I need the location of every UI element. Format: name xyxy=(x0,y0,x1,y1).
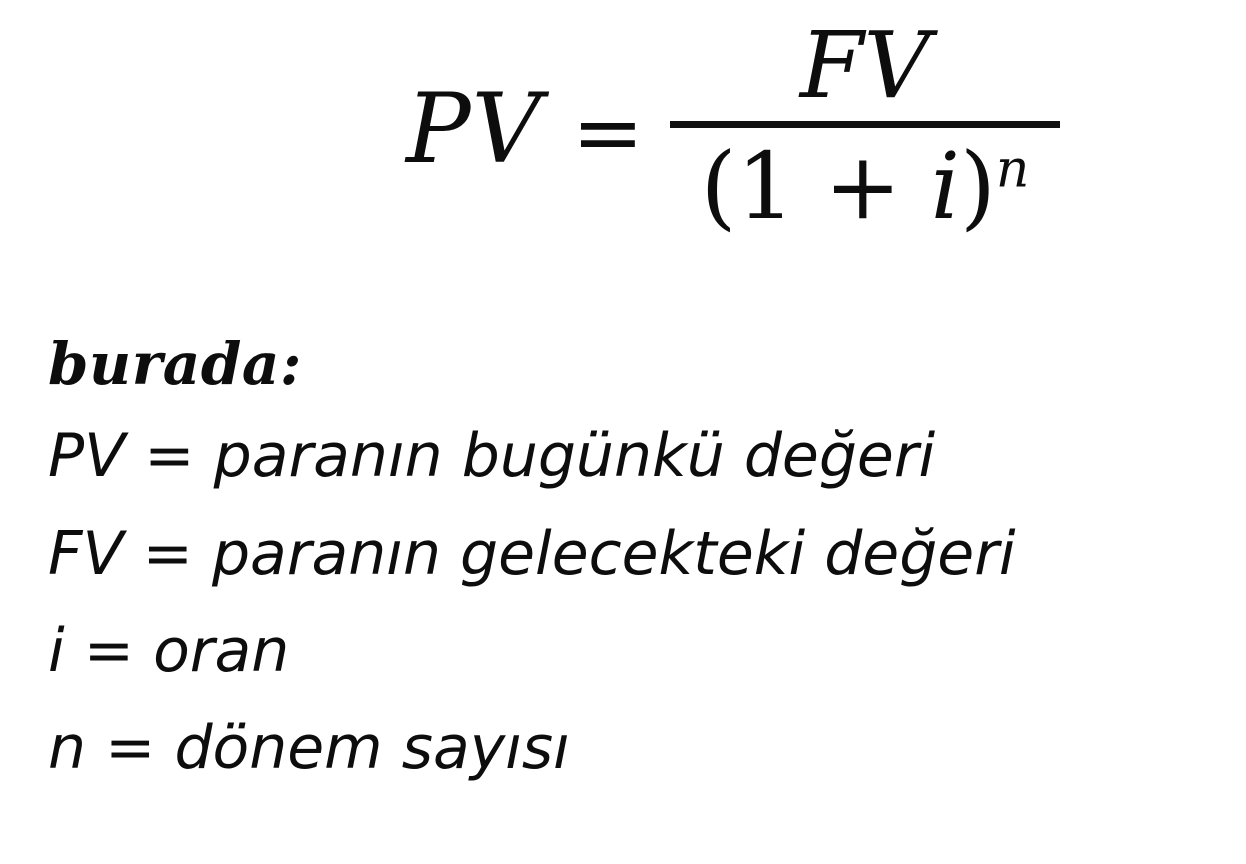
formula-equals-sign: = xyxy=(571,82,644,183)
present-value-formula xyxy=(0,12,1246,240)
fraction-bar xyxy=(670,121,1060,128)
legend-line-n: n = dönem sayısı xyxy=(48,713,570,783)
legend-block xyxy=(48,330,1198,797)
legend-line-pv: PV = paranın bugünkü değeri xyxy=(48,421,936,492)
formula-inner xyxy=(406,12,1060,240)
denominator-variable: i xyxy=(930,132,960,240)
formula-fraction xyxy=(670,12,1060,240)
legend-title: burada: xyxy=(48,330,302,398)
formula-left-side: PV xyxy=(406,72,542,185)
formula-denominator xyxy=(689,128,1042,240)
legend-line-fv: FV = paranın gelecekteki değeri xyxy=(48,518,1016,589)
denominator-exponent: n xyxy=(995,138,1030,199)
legend-line-i: i = oran xyxy=(48,615,290,686)
denominator-open: (1 + xyxy=(700,132,931,240)
denominator-close: ) xyxy=(960,132,996,240)
formula-numerator: FV xyxy=(799,12,931,119)
